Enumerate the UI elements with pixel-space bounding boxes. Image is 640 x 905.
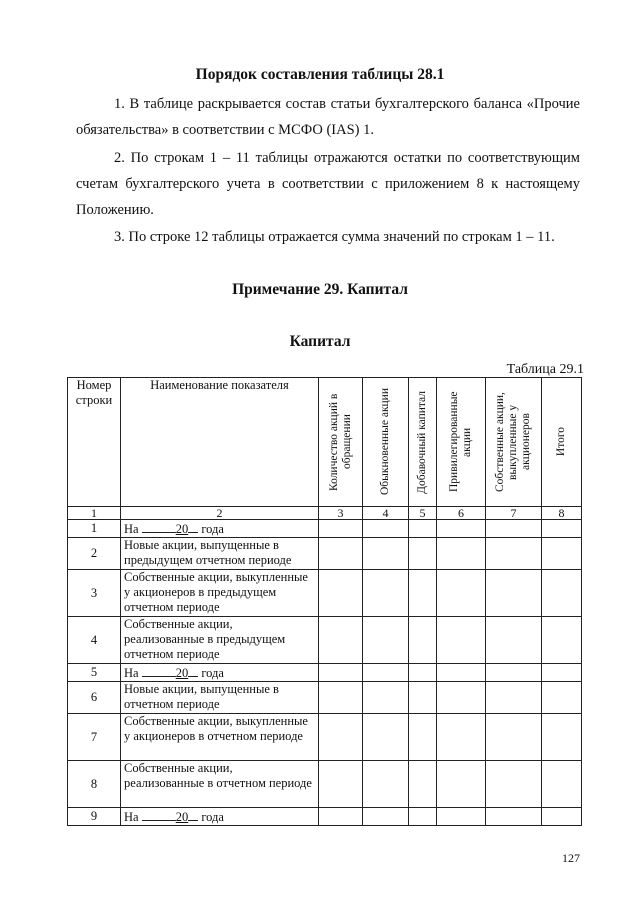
- column-numbers-row: [68, 507, 582, 520]
- table-cell: [437, 664, 486, 682]
- row-date-label: На 20 года: [121, 808, 319, 826]
- table-cell: [363, 538, 409, 570]
- table-row: [68, 538, 582, 570]
- table-row: [68, 808, 582, 826]
- table-cell: [319, 520, 363, 538]
- table-cell: [486, 714, 542, 761]
- table-cell: [437, 520, 486, 538]
- header-treasury-shares: Собственные акции, выкупленные у акционеров: [486, 378, 542, 507]
- table-cell: [542, 682, 582, 714]
- table-cell: [363, 617, 409, 664]
- table-row: [68, 570, 582, 617]
- table-cell: [363, 714, 409, 761]
- table-cell: [319, 714, 363, 761]
- table-row: [68, 682, 582, 714]
- table-cell: [486, 520, 542, 538]
- row-number: 7: [68, 714, 121, 761]
- row-number: 4: [68, 617, 121, 664]
- table-cell: [319, 682, 363, 714]
- row-number: 9: [68, 808, 121, 826]
- table-subtitle: Капитал: [289, 333, 351, 350]
- column-number: 1: [68, 507, 121, 520]
- row-indicator-name: Новые акции, выпущенные в отчетном периоде: [121, 682, 319, 714]
- header-ordinary-shares: Обыкновенные акции: [363, 378, 409, 507]
- capital-table: [67, 377, 582, 826]
- table-cell: [437, 761, 486, 808]
- column-number: 5: [409, 507, 437, 520]
- page-number: 127: [562, 851, 580, 865]
- table-label: Таблица 29.1: [506, 362, 584, 377]
- table-cell: [409, 664, 437, 682]
- table-cell: [363, 570, 409, 617]
- table-cell: [319, 664, 363, 682]
- table-row: [68, 761, 582, 808]
- table-cell: [409, 520, 437, 538]
- note-29-title: Примечание 29. Капитал: [232, 281, 408, 298]
- table-cell: [542, 761, 582, 808]
- table-cell: [409, 714, 437, 761]
- table-cell: [363, 520, 409, 538]
- table-row: [68, 617, 582, 664]
- row-indicator-name: Собственные акции, выкупленные у акционеров в отчетном периоде: [121, 714, 319, 761]
- table-cell: [409, 761, 437, 808]
- row-number: 2: [68, 538, 121, 570]
- row-number: 1: [68, 520, 121, 538]
- row-date-label: На 20 года: [121, 520, 319, 538]
- table-cell: [542, 808, 582, 826]
- table-cell: [319, 808, 363, 826]
- row-indicator-name: Собственные акции, реализованные в предыдущем отчетном периоде: [121, 617, 319, 664]
- header-total: Итого: [542, 378, 582, 507]
- table-row: [68, 714, 582, 761]
- row-indicator-name: Собственные акции, реализованные в отчетном периоде: [121, 761, 319, 808]
- paragraph-1: 1. В таблице раскрывается состав статьи бухгалтерского баланса «Прочие обязательства» в соответствии с МСФО (IAS) 1.: [76, 96, 580, 138]
- table-cell: [486, 664, 542, 682]
- table-cell: [363, 761, 409, 808]
- header-row-number: Номер строки: [68, 378, 121, 507]
- table-cell: [437, 570, 486, 617]
- row-date-label: На 20 года: [121, 664, 319, 682]
- header-indicator: Наименование показателя: [121, 378, 319, 507]
- row-indicator-name: Собственные акции, выкупленные у акционеров в предыдущем отчетном периоде: [121, 570, 319, 617]
- table-cell: [409, 682, 437, 714]
- header-preferred-shares: Привилегированные акции: [437, 378, 486, 507]
- table-cell: [319, 761, 363, 808]
- table-cell: [409, 617, 437, 664]
- table-cell: [486, 761, 542, 808]
- table-cell: [542, 714, 582, 761]
- column-number: 7: [486, 507, 542, 520]
- table-cell: [437, 808, 486, 826]
- column-number: 4: [363, 507, 409, 520]
- table-cell: [437, 617, 486, 664]
- table-cell: [363, 808, 409, 826]
- table-cell: [319, 617, 363, 664]
- table-cell: [409, 808, 437, 826]
- header-additional-capital: Добавочный капитал: [409, 378, 437, 507]
- row-number: 6: [68, 682, 121, 714]
- table-cell: [542, 520, 582, 538]
- table-cell: [542, 538, 582, 570]
- table-cell: [486, 570, 542, 617]
- table-cell: [542, 617, 582, 664]
- row-indicator-name: Новые акции, выпущенные в предыдущем отчетном периоде: [121, 538, 319, 570]
- table-row: [68, 520, 582, 538]
- table-cell: [542, 664, 582, 682]
- row-number: 5: [68, 664, 121, 682]
- table-cell: [542, 570, 582, 617]
- column-number: 2: [121, 507, 319, 520]
- table-cell: [319, 570, 363, 617]
- table-cell: [409, 538, 437, 570]
- table-cell: [319, 538, 363, 570]
- table-cell: [437, 714, 486, 761]
- row-number: 3: [68, 570, 121, 617]
- row-number: 8: [68, 761, 121, 808]
- section-28-title: Порядок составления таблицы 28.1: [195, 66, 445, 83]
- table-cell: [437, 538, 486, 570]
- paragraph-2: 2. По строкам 1 – 11 таблицы отражаются остатки по соответствующим счетам бухгалтерского учета в соответствии с приложением 8 к настоящему Положению.: [76, 150, 580, 218]
- table-cell: [486, 682, 542, 714]
- column-number: 6: [437, 507, 486, 520]
- table-cell: [486, 617, 542, 664]
- table-cell: [437, 682, 486, 714]
- column-number: 8: [542, 507, 582, 520]
- table-cell: [409, 570, 437, 617]
- header-shares-outstanding: Количество акций в обращении: [319, 378, 363, 507]
- table-row: [68, 664, 582, 682]
- paragraph-3: 3. По строке 12 таблицы отражается сумма значений по строкам 1 – 11.: [114, 229, 555, 245]
- table-cell: [363, 682, 409, 714]
- column-number: 3: [319, 507, 363, 520]
- table-cell: [486, 808, 542, 826]
- table-cell: [363, 664, 409, 682]
- table-cell: [486, 538, 542, 570]
